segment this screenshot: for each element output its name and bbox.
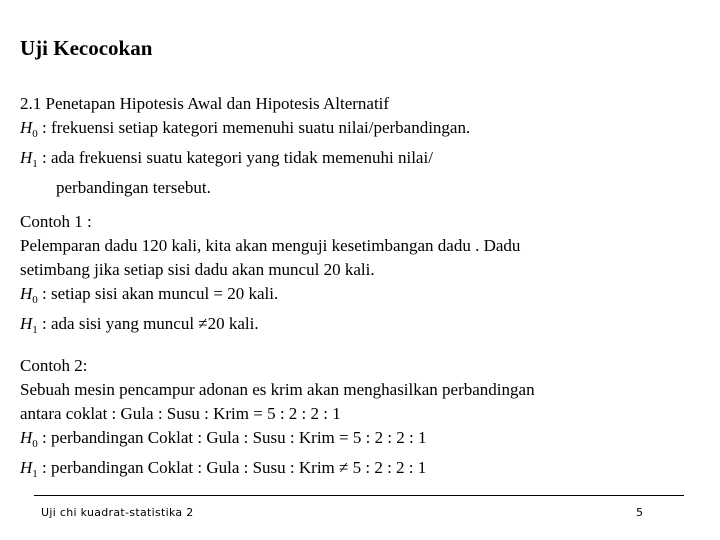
h-symbol: H bbox=[20, 148, 33, 167]
example-label: Contoh 2: bbox=[20, 356, 88, 375]
example-text-line: Pelemparan dadu 120 kali, kita akan menguji kesetimbangan dadu . Dadu bbox=[20, 236, 521, 255]
slide-title: Uji Kecocokan bbox=[20, 36, 153, 60]
example-text-line: setimbang jika setiap sisi dadu akan muncul 20 kali. bbox=[20, 260, 375, 279]
footer-title: Uji chi kuadrat-statistika 2 bbox=[41, 506, 194, 519]
h1-text: : perbandingan Coklat : Gula : Susu : Krim ≠ 5 : 2 : 2 : 1 bbox=[37, 458, 427, 477]
hypothesis-section bbox=[20, 92, 470, 200]
h-subscript: 1 bbox=[32, 158, 38, 170]
example-label: Contoh 1 : bbox=[20, 212, 92, 231]
h1-statement bbox=[20, 312, 520, 342]
h1-text: : ada sisi yang muncul ≠20 kali. bbox=[37, 314, 259, 333]
h0-text: : perbandingan Coklat : Gula : Susu : Krim = 5 : 2 : 2 : 1 bbox=[37, 428, 427, 447]
h1-statement bbox=[20, 146, 470, 176]
h1-text: : ada frekuensi suatu kategori yang tidak memenuhi nilai/ bbox=[37, 148, 433, 167]
h0-statement bbox=[20, 116, 470, 146]
h0-statement bbox=[20, 282, 520, 312]
h-symbol: H bbox=[20, 428, 33, 447]
h0-text: : frekuensi setiap kategori memenuhi suatu nilai/perbandingan. bbox=[37, 118, 471, 137]
h-symbol: H bbox=[20, 118, 33, 137]
h-subscript: 0 bbox=[32, 438, 38, 450]
example-text-line: Sebuah mesin pencampur adonan es krim akan menghasilkan perbandingan bbox=[20, 380, 535, 399]
h-subscript: 0 bbox=[32, 294, 38, 306]
section-heading: 2.1 Penetapan Hipotesis Awal dan Hipotesis Alternatif bbox=[20, 94, 390, 113]
h0-text: : setiap sisi akan muncul = 20 kali. bbox=[37, 284, 279, 303]
h1-statement bbox=[20, 456, 535, 486]
h-symbol: H bbox=[20, 314, 33, 333]
h-subscript: 1 bbox=[32, 324, 38, 336]
h0-statement bbox=[20, 426, 535, 456]
example-1 bbox=[20, 210, 520, 342]
h-subscript: 1 bbox=[32, 468, 38, 480]
h-symbol: H bbox=[20, 284, 33, 303]
page-number: 5 bbox=[636, 506, 643, 519]
h-subscript: 0 bbox=[32, 128, 38, 140]
example-2 bbox=[20, 354, 535, 486]
footer-divider bbox=[34, 495, 684, 496]
h-symbol: H bbox=[20, 458, 33, 477]
example-text-line: antara coklat : Gula : Susu : Krim = 5 : 2 : 2 : 1 bbox=[20, 404, 341, 423]
h1-continuation: perbandingan tersebut. bbox=[56, 178, 211, 197]
